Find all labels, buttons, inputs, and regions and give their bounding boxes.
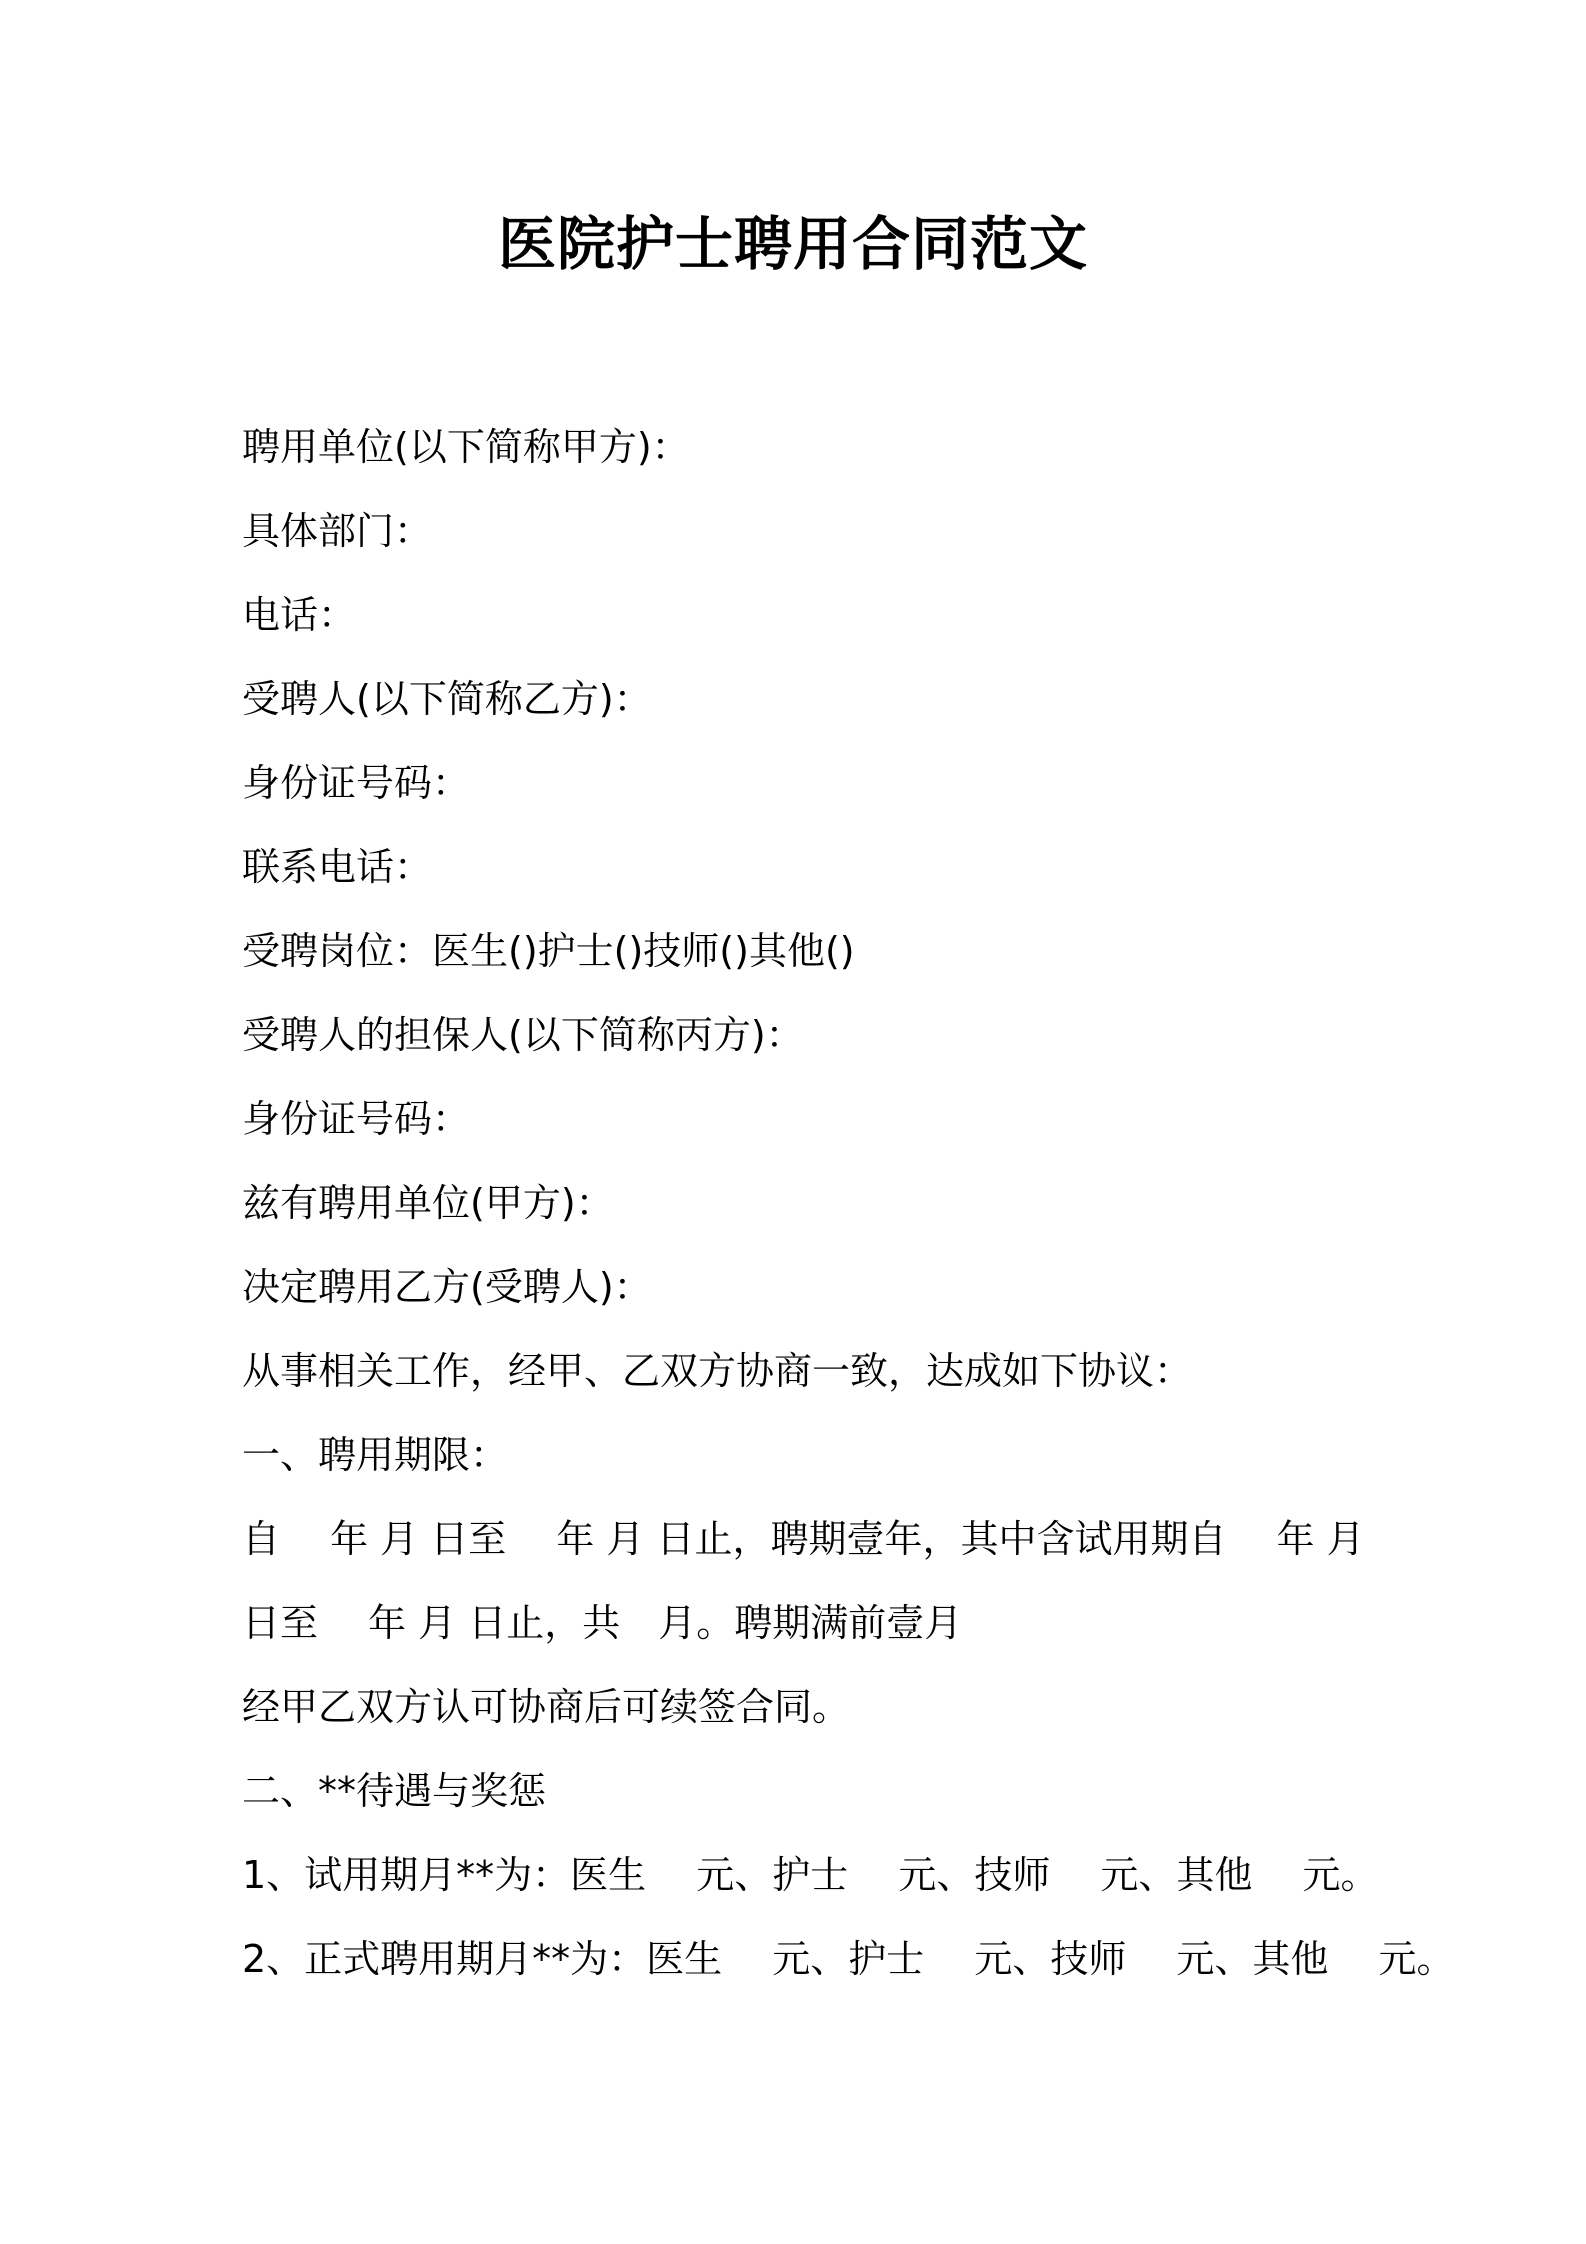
- document-body: [242, 405, 1455, 2001]
- employer-line: 聘用单位(以下简称甲方)：: [242, 425, 690, 469]
- department-line: 具体部门：: [242, 509, 433, 553]
- employee-line: 受聘人(以下简称乙方)：: [242, 677, 652, 721]
- contact-phone-line: 联系电话：: [242, 845, 433, 889]
- document-title: 医院护士聘用合同范文: [497, 210, 1088, 278]
- position-line: 受聘岗位：医生()护士()技师()其他(): [242, 929, 855, 973]
- formal-salary-line: 2、正式聘用期月**为：医生 元、护士 元、技师 元、其他 元。: [242, 1937, 1455, 1981]
- term-line-1: 自 年 月 日至 年 月 日止，聘期壹年，其中含试用期自 年 月: [242, 1517, 1365, 1561]
- guarantor-line: 受聘人的担保人(以下简称丙方)：: [242, 1013, 804, 1057]
- term-line-2: 日至 年 月 日止，共 月。聘期满前壹月: [242, 1601, 963, 1645]
- section-one-heading: 一、聘用期限：: [242, 1433, 509, 1477]
- renewal-line: 经甲乙双方认可协商后可续签合同。: [242, 1685, 851, 1729]
- phone-line: 电话：: [242, 593, 357, 637]
- decision-line: 决定聘用乙方(受聘人)：: [242, 1265, 652, 1309]
- section-two-heading: 二、**待遇与奖惩: [242, 1769, 547, 1813]
- agreement-intro-line: 从事相关工作，经甲、乙双方协商一致，达成如下协议：: [242, 1349, 1193, 1393]
- guarantor-id-line: 身份证号码：: [242, 1097, 471, 1141]
- employee-id-line: 身份证号码：: [242, 761, 471, 805]
- hiring-unit-line: 兹有聘用单位(甲方)：: [242, 1181, 614, 1225]
- probation-salary-line: 1、试用期月**为：医生 元、护士 元、技师 元、其他 元。: [242, 1853, 1379, 1897]
